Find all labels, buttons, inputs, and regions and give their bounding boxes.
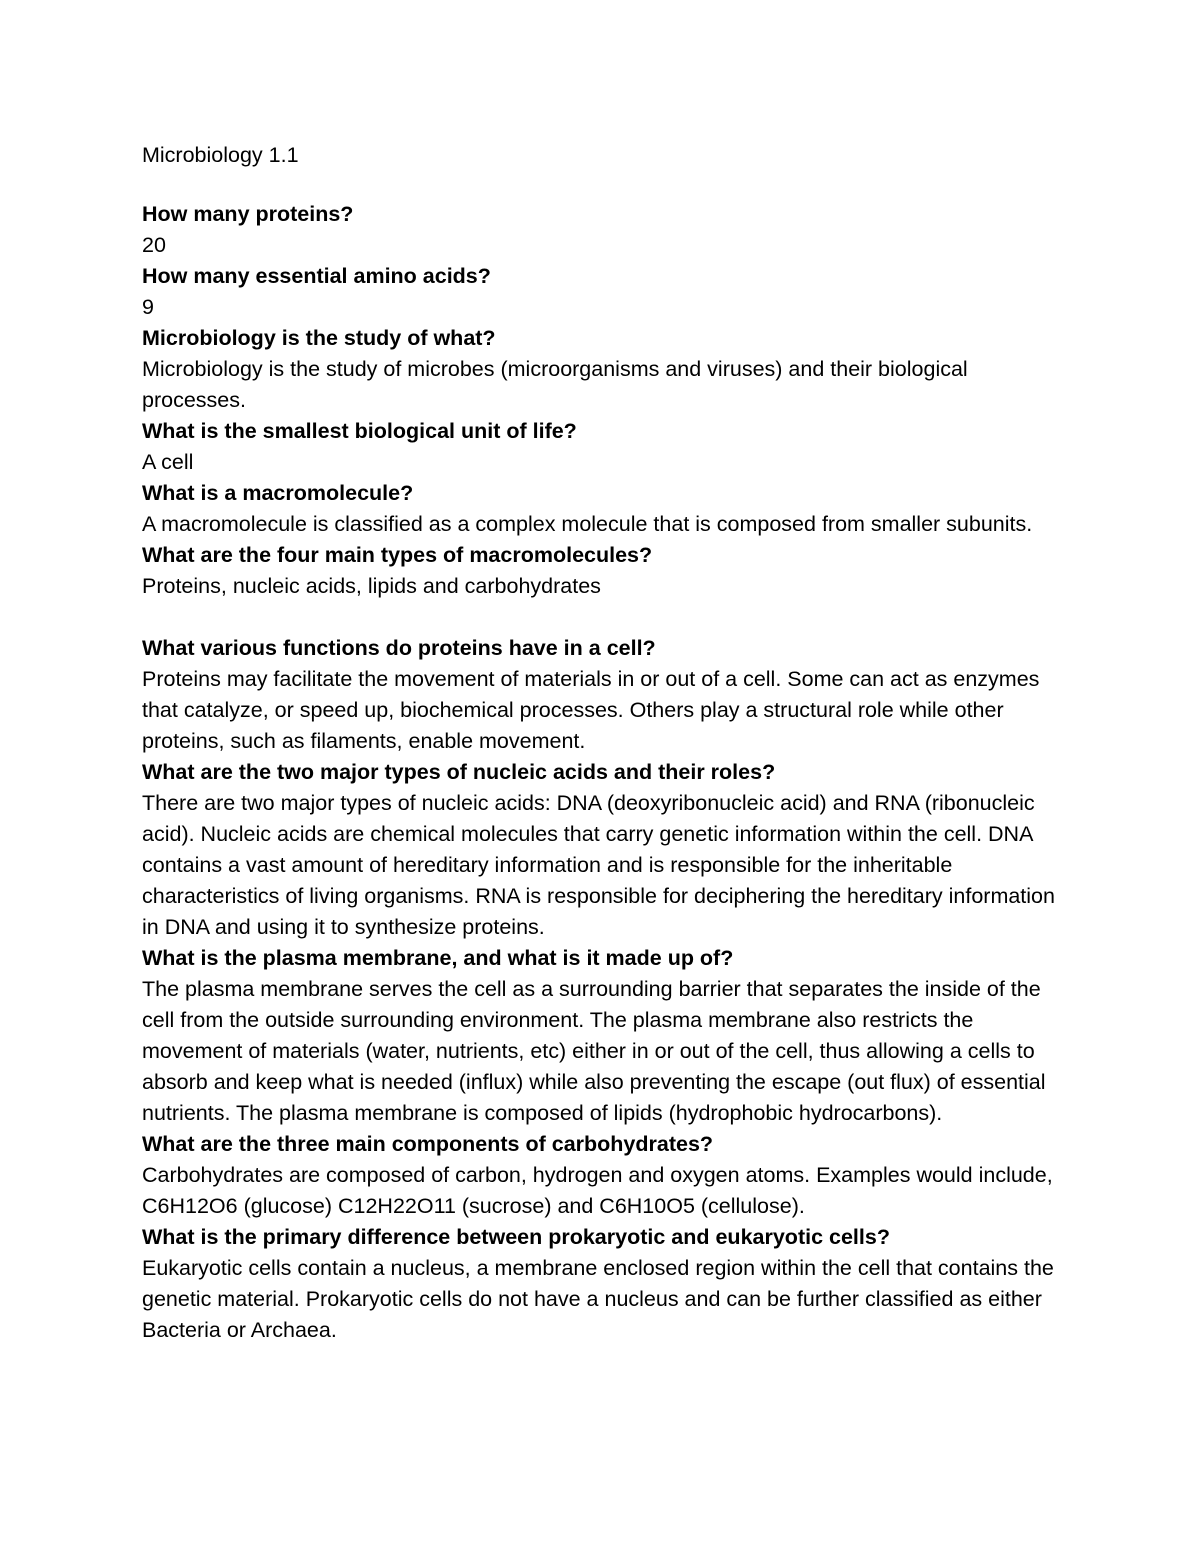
document-page — [142, 140, 1072, 1346]
question-4: What is the smallest biological unit of life? — [142, 419, 577, 443]
question-1: How many proteins? — [142, 202, 354, 226]
document-title: Microbiology 1.1 — [142, 143, 299, 167]
question-2: How many essential amino acids? — [142, 264, 491, 288]
answer-7: Proteins may facilitate the movement of materials in or out of a cell. Some can act as enzymes that catalyze, or speed up, biochemical processes. Others play a structural role while other proteins, such as filaments, enable movement. — [142, 667, 1040, 753]
answer-1: 20 — [142, 233, 166, 257]
question-9: What is the plasma membrane, and what is it made up of? — [142, 946, 734, 970]
question-3: Microbiology is the study of what? — [142, 326, 496, 350]
answer-10: Carbohydrates are composed of carbon, hydrogen and oxygen atoms. Examples would include, C6H12O6 (glucose) C12H22O11 (sucrose) and C6H10O5 (cellulose). — [142, 1163, 1053, 1218]
answer-3: Microbiology is the study of microbes (microorganisms and viruses) and their biological processes. — [142, 357, 968, 412]
question-5: What is a macromolecule? — [142, 481, 414, 505]
question-7: What various functions do proteins have in a cell? — [142, 636, 656, 660]
answer-4: A cell — [142, 450, 194, 474]
question-10: What are the three main components of carbohydrates? — [142, 1132, 714, 1156]
blank-line — [142, 602, 1072, 633]
answer-5: A macromolecule is classified as a complex molecule that is composed from smaller subunits. — [142, 512, 1033, 536]
question-6: What are the four main types of macromolecules? — [142, 543, 653, 567]
answer-9: The plasma membrane serves the cell as a surrounding barrier that separates the inside of the cell from the outside surrounding environment. The plasma membrane also restricts the movement of materials (water, nutrients, etc) either in or out of the cell, thus allowing a cells to absorb and keep what is needed (influx) while also preventing the escape (out flux) of essential nutrients. The plasma membrane is composed of lipids (hydrophobic hydrocarbons). — [142, 977, 1046, 1125]
answer-8: There are two major types of nucleic acids: DNA (deoxyribonucleic acid) and RNA (ribonucleic acid). Nucleic acids are chemical molecules that carry genetic information within the cell. DNA contains a vast amount of hereditary information and is responsible for the inheritable characteristics of living organisms. RNA is responsible for deciphering the hereditary information in DNA and using it to synthesize proteins. — [142, 791, 1055, 939]
answer-11: Eukaryotic cells contain a nucleus, a membrane enclosed region within the cell that contains the genetic material. Prokaryotic cells do not have a nucleus and can be further classified as either Bacteria or Archaea. — [142, 1256, 1054, 1342]
question-8: What are the two major types of nucleic acids and their roles? — [142, 760, 776, 784]
answer-6: Proteins, nucleic acids, lipids and carbohydrates — [142, 574, 601, 598]
question-11: What is the primary difference between prokaryotic and eukaryotic cells? — [142, 1225, 890, 1249]
answer-2: 9 — [142, 295, 154, 319]
